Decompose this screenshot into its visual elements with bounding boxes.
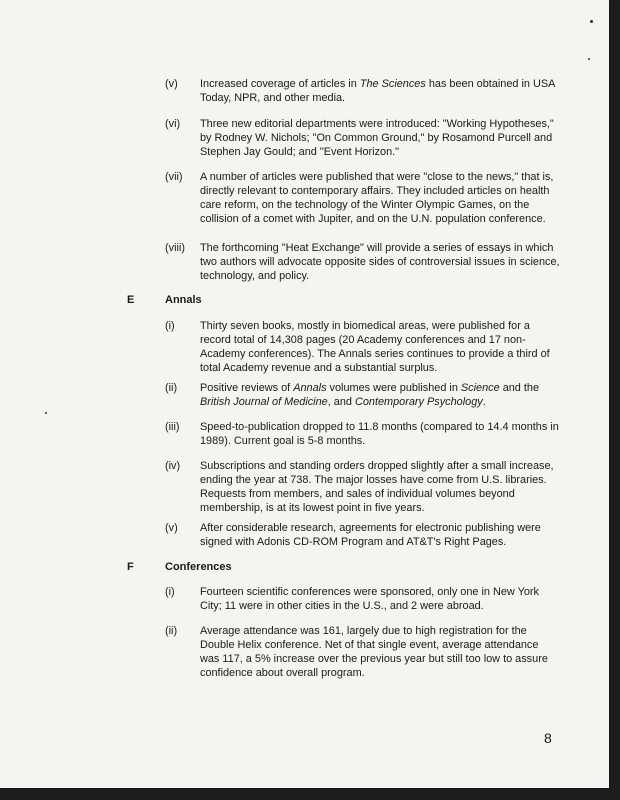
item-number: (i): [165, 586, 175, 598]
page-number: 8: [544, 730, 552, 746]
item-text: Three new editorial departments were introduced: "Working Hypotheses," by Rodney W. Nichols; "On Common Ground," by Rosamond Purcell and Stephen Jay Gould; and "Event Horizon.": [200, 118, 554, 158]
item-number: (v): [165, 78, 178, 90]
section-title: Conferences: [165, 561, 232, 573]
item-text: Positive reviews of Annals volumes were published in Science and the British Journal of Medicine, and Contemporary Psychology.: [200, 382, 540, 408]
item-text: Subscriptions and standing orders dropped slightly after a small increase, ending the year at 738. The major losses have come from U.S. libraries. Requests from members, and sales of individual volumes beyond membership, is at its lowest point in five years.: [200, 460, 554, 514]
italic-title: Contemporary Psychology: [354, 396, 483, 408]
item-text: A number of articles were published that were "close to the news," that is, directly relevant to contemporary affairs. They included articles on health care reform, on the technology of the Winter Olympic Games, on the collision of a comet with Jupiter, and on the U.N. population conference.: [200, 171, 554, 225]
section-letter: F: [127, 561, 134, 573]
italic-title: Annals: [293, 382, 327, 394]
item-text: Average attendance was 161, largely due to high registration for the Double Helix conference. Net of that single event, average attendance was 117, a 5% increase over the previous year but still too low to assure confidence about overall program.: [200, 625, 548, 679]
item-number: (iv): [165, 460, 181, 472]
item-text: Thirty seven books, mostly in biomedical areas, were published for a record total of 14,308 pages (20 Academy conferences and 17 non-Academy conferences). The Annals series continues to provide a third of total Academy revenue and a substantial surplus.: [200, 320, 550, 374]
item-number: (v): [165, 522, 178, 534]
italic-title: The Sciences: [359, 78, 426, 90]
item-number: (ii): [165, 382, 178, 394]
item-number: (vii): [165, 171, 183, 183]
item-number: (i): [165, 320, 175, 332]
item-number: (ii): [165, 625, 178, 637]
item-text: The forthcoming "Heat Exchange" will provide a series of essays in which two authors will advocate opposite sides of controversial issues in science, technology, and policy.: [200, 242, 560, 282]
italic-title: British Journal of Medicine: [200, 396, 328, 408]
scan-speck: [588, 58, 590, 60]
item-text: Fourteen scientific conferences were sponsored, only one in New York City; 11 were in other cities in the U.S., and 2 were abroad.: [200, 586, 540, 612]
item-number: (viii): [165, 242, 185, 254]
section-title: Annals: [165, 294, 202, 306]
item-text: Speed-to-publication dropped to 11.8 months (compared to 14.4 months in 1989). Current goal is 5-8 months.: [200, 421, 559, 447]
section-letter: E: [127, 294, 135, 306]
item-number: (iii): [165, 421, 180, 433]
item-number: (vi): [165, 118, 181, 130]
item-text: After considerable research, agreements for electronic publishing were signed with Adonis CD-ROM Program and AT&T's Right Pages.: [200, 522, 541, 548]
scan-speck: [45, 412, 47, 414]
item-text: Increased coverage of articles in The Sciences has been obtained in USA Today, NPR, and other media.: [200, 78, 555, 104]
italic-title: Science: [460, 382, 500, 394]
scan-speck: [590, 20, 593, 23]
